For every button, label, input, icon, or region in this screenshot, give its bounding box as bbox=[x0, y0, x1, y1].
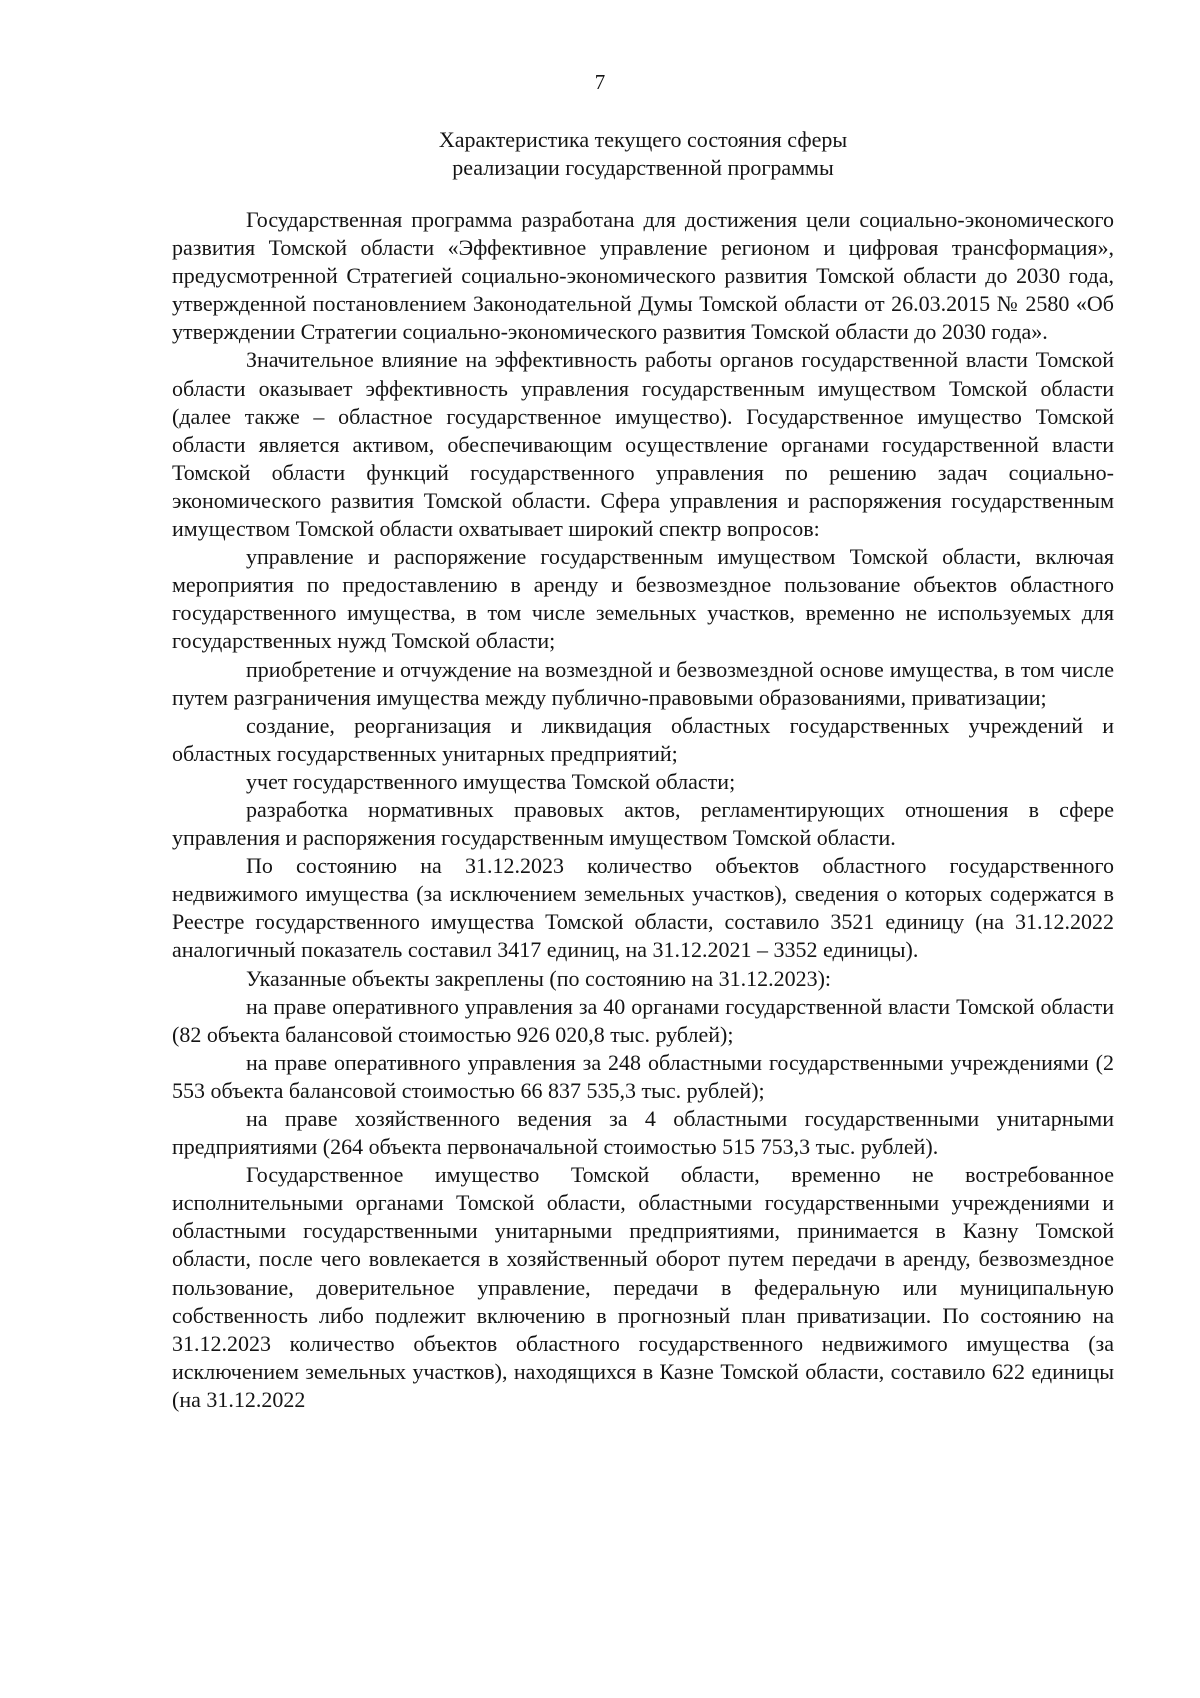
list-paragraph: на праве оперативного управления за 248 областными государственными учреждениями (2 553 объекта балансовой стоимостью 66 837 535,3 тыс. рублей); bbox=[172, 1049, 1114, 1103]
paragraph: Значительное влияние на эффективность работы органов государственной власти Томской области оказывает эффективность управления государственным имуществом Томской области (далее также – областное государственное имущество). Государственное имущество Томской области является активом, обеспечивающим осуществление органами государственной власти Томской области функций государственного управления по решению задач социально-экономического развития Томской области. Сфера управления и распоряжения государственным имуществом Томской области охватывает широкий спектр вопросов: bbox=[172, 347, 1114, 542]
paragraph: По состоянию на 31.12.2023 количество объектов областного государственного недвижимого имущества (за исключением земельных участков), сведения о которых содержатся в Реестре государственного имущества Томской области, составило 3521 единицу (на 31.12.2022 аналогичный показатель составил 3417 единиц, на 31.12.2021 – 3352 единицы). bbox=[172, 853, 1114, 963]
section-title-line-1: Характеристика текущего состояния сферы bbox=[438, 127, 848, 152]
paragraph: Государственное имущество Томской области, временно не востребованное исполнительными органами Томской области, областными государственными учреждениями и областными государственными унитарными предприятиями, принимается в Казну Томской области, после чего вовлекается в хозяйственный оборот путем передачи в аренду, безвозмездное пользование, доверительное управление, передачи в федеральную или муниципальную собственность либо подлежит включению в прогнозный план приватизации. По состоянию на 31.12.2023 количество объектов областного государственного недвижимого имущества (за исключением земельных участков), находящихся в Казне Томской области, составило 622 единицы (на 31.12.2022 bbox=[172, 1162, 1114, 1412]
list-paragraph: разработка нормативных правовых актов, регламентирующих отношения в сфере управления и распоряжения государственным имуществом Томской области. bbox=[172, 796, 1114, 851]
page-number: 7 bbox=[594, 70, 606, 94]
paragraph: Указанные объекты закреплены (по состоянию на 31.12.2023): bbox=[246, 965, 832, 991]
section-title bbox=[172, 126, 1114, 182]
section-title-line-2: реализации государственной программы bbox=[452, 155, 834, 180]
list-paragraph: на праве оперативного управления за 40 органами государственной власти Томской области (82 объекта балансовой стоимостью 926 020,8 тыс. рублей); bbox=[172, 993, 1114, 1047]
list-paragraph: учет государственного имущества Томской области; bbox=[246, 768, 736, 794]
list-paragraph: управление и распоряжение государственным имуществом Томской области, включая мероприятия по предоставлению в аренду и безвозмездное пользование объектов областного государственного имущества, в том числе земельных участков, временно не используемых для государственных нужд Томской области; bbox=[172, 544, 1114, 654]
list-paragraph: создание, реорганизация и ликвидация областных государственных учреждений и областных государственных унитарных предприятий; bbox=[172, 712, 1114, 766]
list-paragraph: на праве хозяйственного ведения за 4 областными государственными унитарными предприятиями (264 объекта первоначальной стоимостью 515 753,3 тыс. рублей). bbox=[172, 1106, 1114, 1160]
document-body bbox=[172, 206, 1114, 1414]
list-paragraph: приобретение и отчуждение на возмездной и безвозмездной основе имущества, в том числе путем разграничения имущества между публично-правовыми образованиями, приватизации; bbox=[172, 656, 1114, 710]
paragraph: Государственная программа разработана для достижения цели социально-экономического развития Томской области «Эффективное управление регионом и цифровая трансформация», предусмотренной Стратегией социально-экономического развития Томской области до 2030 года, утвержденной постановлением Законодательной Думы Томской области от 26.03.2015 № 2580 «Об утверждении Стратегии социально-экономического развития Томской области до 2030 года». bbox=[172, 207, 1114, 345]
